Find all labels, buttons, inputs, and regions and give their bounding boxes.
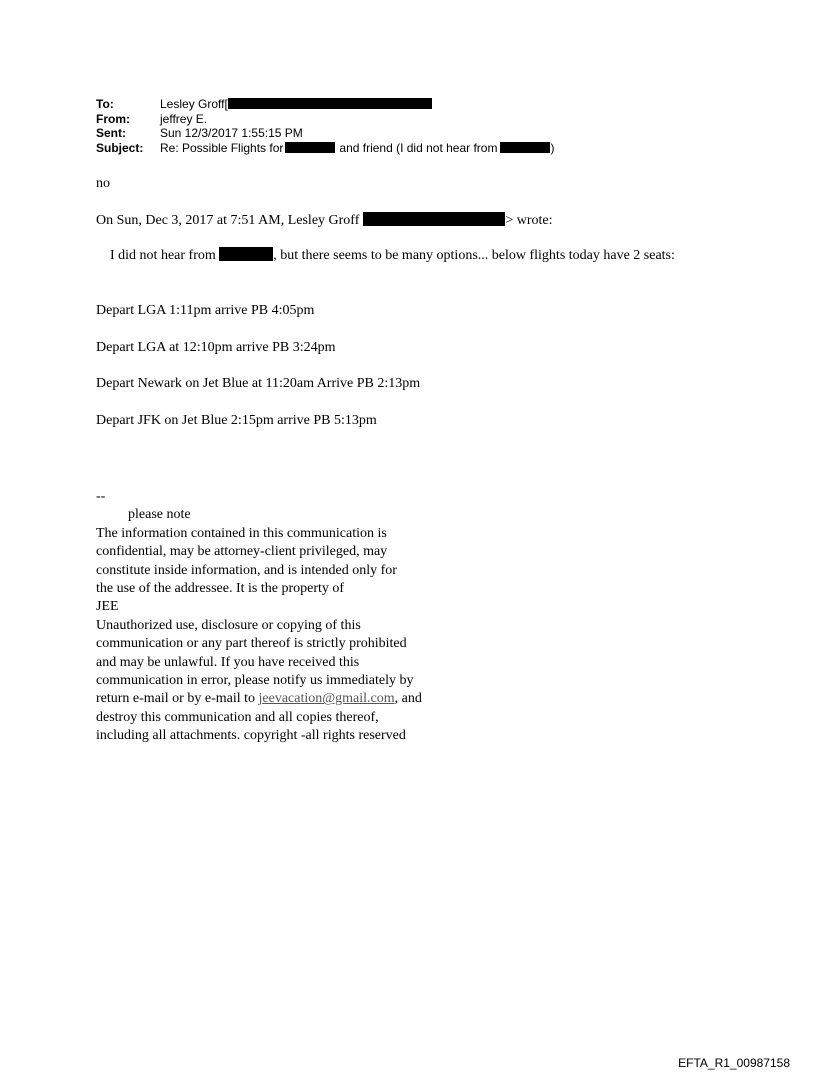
email-signature [96,488,496,746]
to-name: Lesley Groff[ [160,97,228,111]
disclaimer-line: communication in error, please notify us immediately by [96,673,414,689]
subject-text-1: Re: Possible Flights for [160,140,284,155]
sent-label: Sent: [96,126,126,141]
disclaimer-line: including all attachments. copyright -all rights reserved [96,728,406,744]
subject-row [96,141,554,156]
signature-note: please note [128,507,191,523]
disclaimer-line: The information contained in this communication is [96,525,387,541]
email-link[interactable]: jeevacation@gmail.com [258,691,395,707]
redaction-block [285,142,335,153]
attribution-text-2: > wrote: [505,213,553,228]
from-row [96,112,554,127]
disclaimer-line: communication or any part thereof is strictly prohibited [96,636,407,652]
disclaimer-line: constitute inside information, and is intended only for [96,562,397,578]
attribution-text-1: On Sun, Dec 3, 2017 at 7:51 AM, Lesley Groff [96,213,360,228]
quoted-message [110,247,720,265]
redaction-block [500,142,550,153]
disclaimer-line: and may be unlawful. If you have received this [96,654,360,670]
email-header [96,97,554,155]
email-suffix: , and [394,691,422,707]
flight-line: Depart JFK on Jet Blue 2:15pm arrive PB 5:13pm [96,413,377,428]
flight-line: Depart LGA at 12:10pm arrive PB 3:24pm [96,340,336,355]
disclaimer-line: the use of the addressee. It is the property of [96,581,345,597]
disclaimer-line: confidential, may be attorney-client privileged, may [96,544,388,560]
sent-row [96,126,554,141]
to-label: To: [96,97,114,111]
redaction-block [363,212,505,226]
to-value [160,97,432,112]
email-prefix: return e-mail or by e-mail to [96,691,259,707]
sent-value: Sun 12/3/2017 1:55:15 PM [160,126,303,141]
subject-label: Subject: [96,140,144,155]
quoted-text-1: I did not hear from [110,248,216,263]
redaction-block [219,247,273,261]
disclaimer-email-line [96,690,496,708]
disclaimer-line: JEE [96,599,119,615]
quoted-text-2: , but there seems to be many options... below flights today have 2 seats: [273,248,675,263]
from-value: jeffrey E. [160,111,208,126]
disclaimer-line: Unauthorized use, disclosure or copying of this [96,617,361,633]
redaction-block [228,98,432,109]
document-id: EFTA_R1_00987158 [678,1056,790,1070]
flight-line: Depart LGA 1:11pm arrive PB 4:05pm [96,303,315,318]
to-row [96,97,554,112]
reply-text: no [96,176,110,191]
disclaimer-line: destroy this communication and all copies thereof, [96,709,379,725]
signature-dashes: -- [96,489,106,504]
from-label: From: [96,111,130,126]
quote-attribution [96,212,553,229]
subject-text-2: and friend (I did not hear from [339,140,498,155]
flight-line: Depart Newark on Jet Blue at 11:20am Arrive PB 2:13pm [96,376,421,391]
subject-text-3: ) [550,140,555,155]
subject-value [160,141,554,156]
